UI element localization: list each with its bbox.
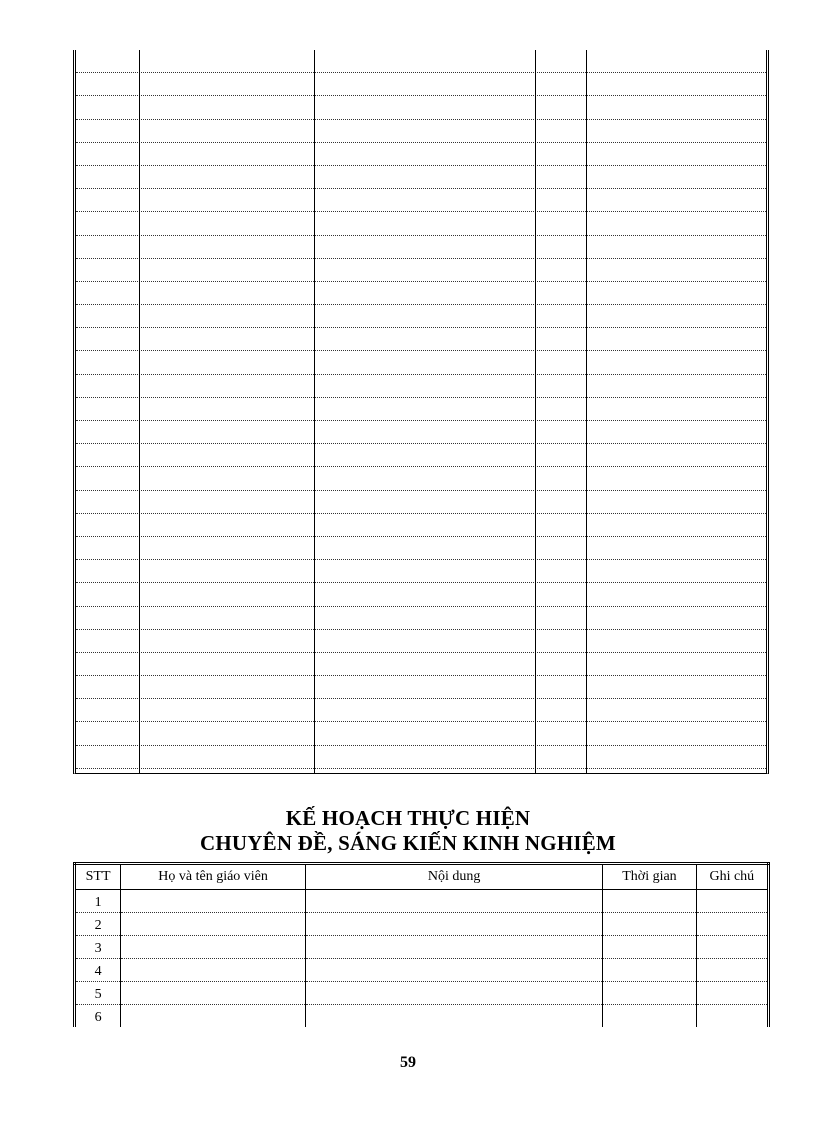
ruled-row [76, 120, 766, 143]
content-cell [305, 890, 602, 913]
time-cell [603, 1005, 696, 1028]
notes-cell [696, 959, 768, 982]
ruled-row [76, 328, 766, 351]
ruled-row [76, 259, 766, 282]
ruled-row [76, 305, 766, 328]
ruled-row [76, 236, 766, 259]
time-cell [603, 982, 696, 1005]
teacher-name-cell [121, 890, 306, 913]
ruled-row [76, 351, 766, 374]
stt-cell: 2 [75, 913, 121, 936]
stt-cell: 3 [75, 936, 121, 959]
column-divider [139, 50, 140, 773]
ruled-row [76, 653, 766, 676]
content-cell [305, 982, 602, 1005]
ruled-row [76, 699, 766, 722]
ruled-row [76, 491, 766, 514]
column-divider [586, 50, 587, 773]
teacher-name-cell [121, 982, 306, 1005]
table-row [75, 982, 769, 1005]
column-divider [535, 50, 536, 773]
ruled-row [76, 514, 766, 537]
ruled-row [76, 421, 766, 444]
page-number: 59 [400, 1054, 416, 1071]
ruled-row [76, 282, 766, 305]
ruled-row [76, 50, 766, 73]
table-row [75, 913, 769, 936]
content-cell [305, 959, 602, 982]
header-content: Nội dung [305, 864, 602, 890]
ruled-row [76, 375, 766, 398]
heading-line-1: KẾ HOẠCH THỰC HIỆN [285, 806, 531, 830]
header-notes: Ghi chú [696, 864, 768, 890]
time-cell [603, 959, 696, 982]
time-cell [603, 913, 696, 936]
time-cell [603, 890, 696, 913]
ruled-row [76, 398, 766, 421]
ruled-row [76, 560, 766, 583]
ruled-row [76, 96, 766, 119]
section-heading [0, 806, 816, 856]
table-header-row [75, 864, 769, 890]
stt-cell: 5 [75, 982, 121, 1005]
header-teacher-name: Họ và tên giáo viên [121, 864, 306, 890]
table-row [75, 959, 769, 982]
ruled-row [76, 189, 766, 212]
teacher-name-cell [121, 959, 306, 982]
ruled-row [76, 676, 766, 699]
ruled-row [76, 166, 766, 189]
content-cell [305, 1005, 602, 1028]
notes-cell [696, 913, 768, 936]
stt-cell: 6 [75, 1005, 121, 1028]
ruled-row [76, 73, 766, 96]
notes-cell [696, 1005, 768, 1028]
table-row [75, 936, 769, 959]
table-row [75, 890, 769, 913]
notes-cell [696, 890, 768, 913]
ruled-row [76, 722, 766, 745]
teacher-name-cell [121, 936, 306, 959]
time-cell [603, 936, 696, 959]
ruled-row [76, 537, 766, 560]
ruled-row [76, 212, 766, 235]
table-row [75, 1005, 769, 1028]
ruled-row [76, 583, 766, 606]
stt-cell: 4 [75, 959, 121, 982]
plan-table [73, 862, 770, 1027]
column-divider [314, 50, 315, 773]
ruled-rows [76, 50, 766, 769]
heading-line-2: CHUYÊN ĐỀ, SÁNG KIẾN KINH NGHIỆM [200, 831, 616, 855]
header-time: Thời gian [603, 864, 696, 890]
stt-cell: 1 [75, 890, 121, 913]
ruled-row [76, 467, 766, 490]
ruled-row [76, 143, 766, 166]
ruled-blank-table [73, 50, 769, 774]
content-cell [305, 913, 602, 936]
header-stt: STT [75, 864, 121, 890]
ruled-row [76, 630, 766, 653]
notes-cell [696, 982, 768, 1005]
ruled-row [76, 444, 766, 467]
teacher-name-cell [121, 1005, 306, 1028]
content-cell [305, 936, 602, 959]
ruled-row [76, 746, 766, 769]
teacher-name-cell [121, 913, 306, 936]
notes-cell [696, 936, 768, 959]
ruled-row [76, 607, 766, 630]
